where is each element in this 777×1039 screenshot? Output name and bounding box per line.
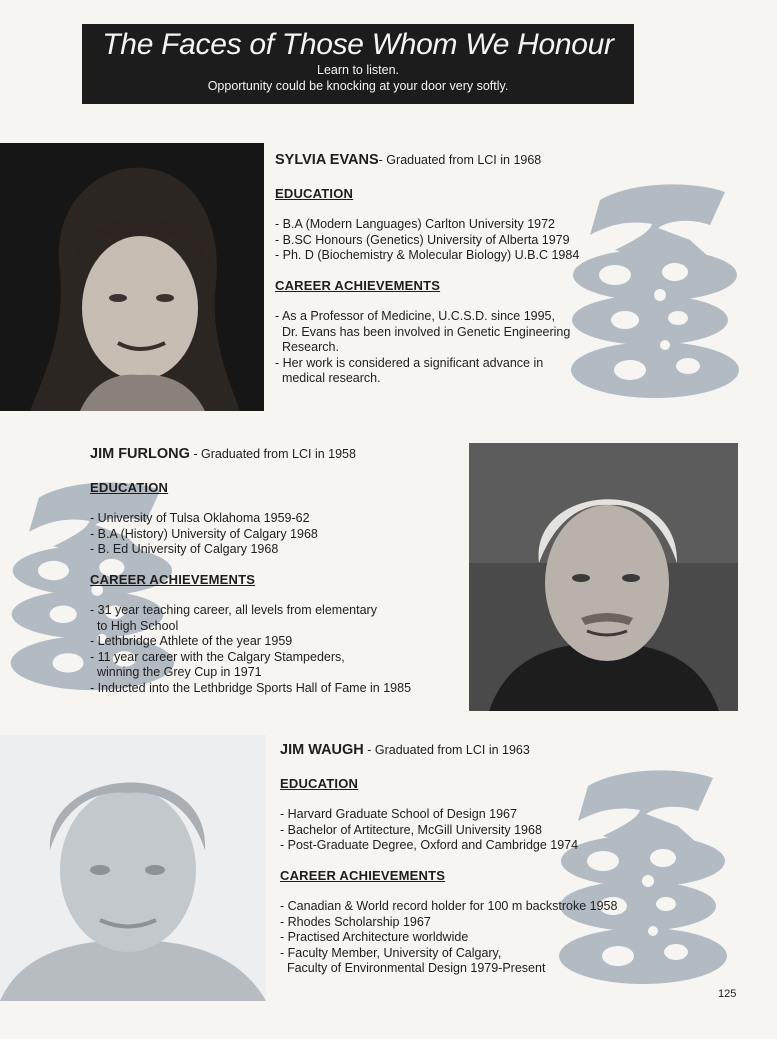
career-heading: CAREER ACHIEVEMENTS (90, 571, 256, 587)
list-item: to High School (90, 618, 179, 633)
education-heading: EDUCATION (90, 479, 169, 495)
list-item: - Lethbridge Athlete of the year 1959 (90, 634, 293, 648)
list-item: - As a Professor of Medicine, U.C.S.D. since 1995, (275, 309, 555, 323)
list-item: - Ph. D (Biochemistry & Molecular Biology) U.B.C 1984 (275, 248, 580, 262)
list-item: - Her work is considered a significant advance in (275, 355, 544, 370)
list-item: - Faculty Member, University of Calgary, (280, 945, 502, 960)
list-item: Research. (275, 340, 339, 354)
list-item: - 31 year teaching career, all levels from elementary (90, 603, 377, 617)
person-bio-jim-furlong (90, 447, 460, 696)
graduation-note: - Graduated from LCI in 1963 (363, 743, 530, 757)
graduation-note: - Graduated from LCI in 1958 (189, 447, 356, 461)
career-heading: CAREER ACHIEVEMENTS (280, 867, 446, 883)
list-item: - Rhodes Scholarship 1967 (280, 914, 431, 929)
education-list (90, 511, 460, 558)
list-item: Dr. Evans has been involved in Genetic Engineering (275, 324, 571, 339)
list-item: - Bachelor of Artitecture, McGill University 1968 (280, 822, 542, 837)
page-title: The Faces of Those Whom We Honour (102, 28, 614, 61)
banner-line-2: Opportunity could be knocking at your door very softly. (207, 79, 509, 93)
graduation-note: - Graduated from LCI in 1968 (378, 153, 542, 167)
career-list (280, 899, 660, 977)
list-item: - B.A (History) University of Calgary 1968 (90, 526, 318, 541)
education-list (275, 217, 635, 264)
list-item: - 11 year career with the Calgary Stampeders, (90, 649, 345, 664)
banner-line-1: Learn to listen. (317, 63, 399, 77)
page-number: 125 (718, 988, 737, 1000)
portrait-photo-jim-waugh (0, 735, 266, 1001)
person-bio-sylvia-evans (275, 153, 635, 387)
person-name: SYLVIA EVANS (275, 152, 379, 168)
career-list (275, 309, 635, 387)
list-item: - Inducted into the Lethbridge Sports Hall of Fame in 1985 (90, 680, 412, 695)
list-item: medical research. (275, 371, 381, 385)
person-bio-jim-waugh (280, 743, 660, 977)
list-item: Faculty of Environmental Design 1979-Present (280, 961, 546, 975)
career-list (90, 603, 460, 696)
education-list (280, 807, 660, 854)
education-heading: EDUCATION (275, 185, 354, 201)
career-heading: CAREER ACHIEVEMENTS (275, 277, 441, 293)
header-banner (82, 24, 634, 104)
person-name: JIM WAUGH (280, 742, 364, 758)
portrait-photo-jim-furlong (469, 443, 738, 711)
list-item: - Harvard Graduate School of Design 1967 (280, 807, 517, 821)
person-name: JIM FURLONG (90, 446, 190, 462)
list-item: - University of Tulsa Oklahoma 1959-62 (90, 511, 310, 525)
list-item: - B.SC Honours (Genetics) University of Alberta 1979 (275, 232, 570, 247)
education-heading: EDUCATION (280, 775, 359, 791)
list-item: - Post-Graduate Degree, Oxford and Cambridge 1974 (280, 838, 579, 852)
portrait-photo-sylvia-evans (0, 143, 264, 411)
list-item: winning the Grey Cup in 1971 (90, 665, 262, 679)
list-item: - Practised Architecture worldwide (280, 930, 469, 944)
list-item: - Canadian & World record holder for 100 m backstroke 1958 (280, 899, 618, 913)
list-item: - B.A (Modern Languages) Carlton University 1972 (275, 217, 556, 231)
list-item: - B. Ed University of Calgary 1968 (90, 542, 279, 556)
